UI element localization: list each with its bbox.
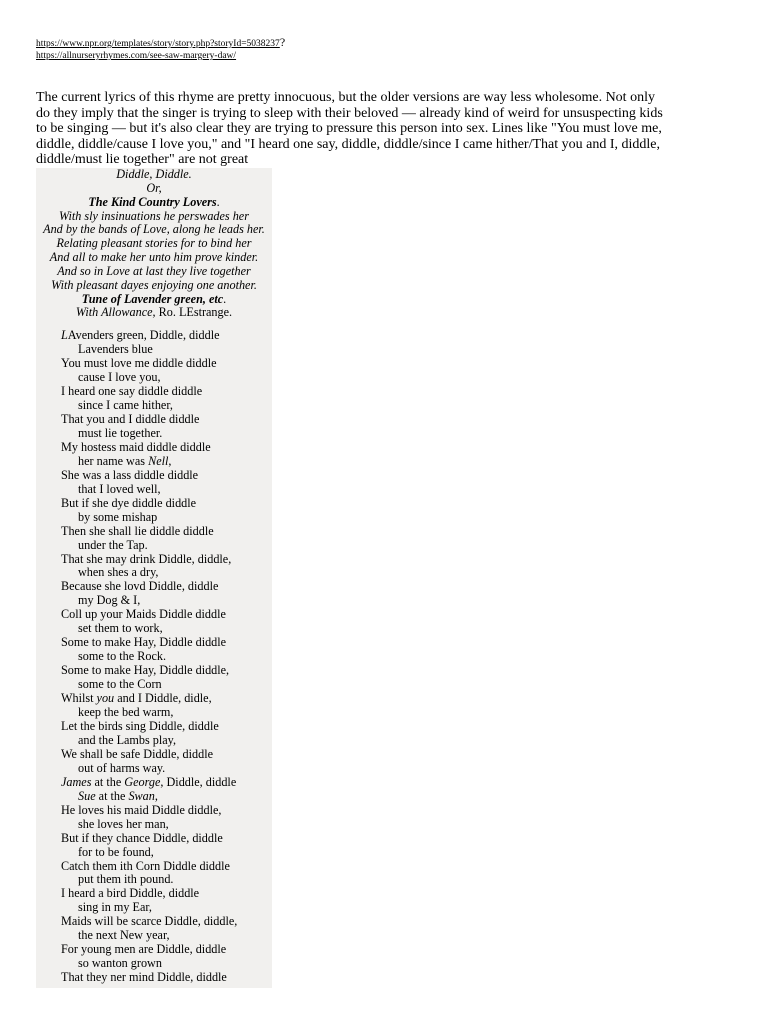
verse-segment: , Diddle, diddle xyxy=(160,774,237,789)
verse-segment: Lavenders blue xyxy=(78,342,153,357)
verse-italic-segment: James xyxy=(61,774,92,789)
verse-line xyxy=(36,469,272,483)
source-link-npr-line xyxy=(36,36,285,50)
verse-segment: That she may drink Diddle, diddle, xyxy=(61,551,232,566)
ballad-argument-line: And all to make her unto him prove kinder. xyxy=(49,250,259,265)
verse-line xyxy=(36,720,272,734)
verse-line xyxy=(36,553,272,567)
verse-segment: by some mishap xyxy=(78,509,158,524)
ballad-tune-line xyxy=(36,293,272,307)
verse-line xyxy=(36,413,272,427)
ballad-allowance-label: With Allowance, xyxy=(75,305,156,320)
ballad-tune-period: . xyxy=(223,291,227,306)
verse-segment: sing in my Ear, xyxy=(78,900,152,915)
link-question-mark: ? xyxy=(279,35,286,49)
ballad-argument-line: With pleasant dayes enjoying one another. xyxy=(51,277,257,292)
verse-segment: Then she shall lie diddle diddle xyxy=(61,523,214,538)
verse-segment: Because she lovd Diddle, diddle xyxy=(61,579,219,594)
ballad-argument-line: And by the bands of Love, along he leads her. xyxy=(43,222,265,237)
verse-italic-segment: Swan xyxy=(128,788,155,803)
verse-segment: That they ner mind Diddle, diddle xyxy=(61,970,227,985)
verse-line xyxy=(36,692,272,706)
verse-italic-segment: L xyxy=(61,328,68,343)
verse-segment: some to the Rock. xyxy=(78,649,167,664)
verse-line xyxy=(36,804,272,818)
verse-line xyxy=(36,385,272,399)
verse-line xyxy=(36,650,272,664)
ballad-subtitle-line xyxy=(36,196,272,210)
verse-line xyxy=(36,441,272,455)
verse-line xyxy=(36,818,272,832)
verse-segment: Whilst xyxy=(61,691,97,706)
source-links xyxy=(36,36,285,62)
verse-line xyxy=(36,343,272,357)
ballad-argument xyxy=(36,210,272,293)
verse-line xyxy=(36,329,272,343)
verse-line xyxy=(36,497,272,511)
verse-segment: Maids will be scarce Diddle, diddle, xyxy=(61,914,238,929)
verse-segment: I heard one say diddle diddle xyxy=(61,384,203,399)
verse-line xyxy=(36,622,272,636)
verse-line xyxy=(36,608,272,622)
verse-segment: Some to make Hay, Diddle diddle xyxy=(61,635,227,650)
ballad-title: Diddle, Diddle. xyxy=(116,168,192,181)
verse-segment: so wanton grown xyxy=(78,956,162,971)
verse-line xyxy=(36,525,272,539)
ballad-subtitle-period: . xyxy=(216,194,220,209)
ballad-argument-line: And so in Love at last they live together xyxy=(57,263,251,278)
verse-segment: when shes a dry, xyxy=(78,565,159,580)
verse-line xyxy=(36,971,272,985)
verse-line xyxy=(36,580,272,594)
verse-line xyxy=(36,860,272,874)
verse-line xyxy=(36,539,272,553)
verse-segment: My hostess maid diddle diddle xyxy=(61,439,211,454)
verse-italic-segment: Sue xyxy=(78,788,96,803)
verse-line xyxy=(36,901,272,915)
verse-segment: Coll up your Maids Diddle diddle xyxy=(61,607,226,622)
verse-segment: and I Diddle, didle, xyxy=(114,691,212,706)
verse-line xyxy=(36,511,272,525)
verse-line xyxy=(36,748,272,762)
verse-line xyxy=(36,915,272,929)
verse-segment: the next New year, xyxy=(78,928,170,943)
verse-line xyxy=(36,929,272,943)
verse-segment: She was a lass diddle diddle xyxy=(61,467,199,482)
verse-line xyxy=(36,399,272,413)
verse-line xyxy=(36,706,272,720)
source-link-npr[interactable]: https://www.npr.org/templates/story/story.php?storyId=5038237 xyxy=(36,39,280,49)
verse-segment: put them ith pound. xyxy=(78,872,174,887)
verse-segment: must lie together. xyxy=(78,425,163,440)
verse-segment: He loves his maid Diddle diddle, xyxy=(61,802,222,817)
ballad-subtitle: The Kind Country Lovers xyxy=(88,194,217,209)
verse-italic-segment: you xyxy=(96,691,115,706)
verse-line xyxy=(36,664,272,678)
verse-line xyxy=(36,427,272,441)
verse-segment: , xyxy=(154,788,158,803)
verse-segment: You must love me diddle diddle xyxy=(61,356,217,371)
verse-line xyxy=(36,455,272,469)
verse-segment: But if she dye diddle diddle xyxy=(61,495,197,510)
verse-segment: for to be found, xyxy=(78,844,154,859)
ballad-argument-line: With sly insinuations he perswades her xyxy=(59,208,249,223)
verse-line xyxy=(36,887,272,901)
verse-line xyxy=(36,636,272,650)
verse-segment: and the Lambs play, xyxy=(78,732,177,747)
verse-italic-segment: Nell xyxy=(148,453,169,468)
verse-segment: For young men are Diddle, diddle xyxy=(61,942,227,957)
verse-line xyxy=(36,594,272,608)
verse-segment: cause I love you, xyxy=(78,370,161,385)
intro-paragraph: The current lyrics of this rhyme are pretty innocuous, but the older versions are way less wholesome. Not only do they imply that the singer is trying to sleep with their beloved — already kind of weird for unsuspecting kids to be singing — but it's also clear they are trying to pressure this person into sex. Lines like "You must love me, diddle, diddle/cause I love you," and "I heard one say, diddle, diddle/since I came hither/That you and I, diddle, diddle/must lie together" are not great xyxy=(36,90,663,168)
verse-segment: some to the Corn xyxy=(78,677,162,692)
verse-segment: that I loved well, xyxy=(78,481,161,496)
verse-italic-segment: George xyxy=(124,774,161,789)
verse-segment: , xyxy=(168,453,172,468)
source-link-nursery[interactable]: https://allnurseryrhymes.com/see-saw-margery-daw/ xyxy=(36,51,237,61)
source-link-nursery-line xyxy=(36,50,285,62)
verse-line xyxy=(36,734,272,748)
verse-line xyxy=(36,371,272,385)
verse-segment: her name was xyxy=(78,453,149,468)
verse-line xyxy=(36,873,272,887)
verse-line xyxy=(36,943,272,957)
ballad-argument-line: Relating pleasant stories for to bind her xyxy=(56,236,252,251)
verse-segment: But if they chance Diddle, diddle xyxy=(61,830,223,845)
verse-line xyxy=(36,957,272,971)
verse-segment: Let the birds sing Diddle, diddle xyxy=(61,718,219,733)
verse-line xyxy=(36,832,272,846)
ballad-panel xyxy=(36,168,272,988)
verse-segment: under the Tap. xyxy=(78,537,148,552)
verse-segment: since I came hither, xyxy=(78,398,173,413)
verse-segment: she loves her man, xyxy=(78,816,169,831)
verse-line xyxy=(36,357,272,371)
verse-segment: We shall be safe Diddle, diddle xyxy=(61,746,213,761)
verse-segment: keep the bed warm, xyxy=(78,705,174,720)
verse-segment: set them to work, xyxy=(78,621,163,636)
ballad-title-or: Or, xyxy=(146,180,162,195)
verse-line xyxy=(36,678,272,692)
verse-line xyxy=(36,846,272,860)
verse-line xyxy=(36,762,272,776)
verse-segment: out of harms way. xyxy=(78,760,166,775)
verse-line xyxy=(36,566,272,580)
verse-segment: at the xyxy=(95,788,129,803)
verse-segment: my Dog & I, xyxy=(78,593,141,608)
ballad-allowance-name: Ro. LEstrange. xyxy=(155,305,233,320)
verse-segment: at the xyxy=(91,774,125,789)
verse-segment: That you and I diddle diddle xyxy=(61,412,200,426)
verse-segment: Catch them ith Corn Diddle diddle xyxy=(61,858,230,873)
ballad-verse xyxy=(36,329,272,985)
verse-line xyxy=(36,483,272,497)
verse-segment: Avenders green, Diddle, diddle xyxy=(67,328,220,343)
verse-line xyxy=(36,790,272,804)
verse-segment: I heard a bird Diddle, diddle xyxy=(61,886,200,901)
verse-segment: Some to make Hay, Diddle diddle, xyxy=(61,663,230,678)
verse-line xyxy=(36,776,272,790)
ballad-tune: Tune of Lavender green, etc xyxy=(81,291,224,306)
ballad-header xyxy=(36,168,272,320)
ballad-allowance-line xyxy=(36,306,272,320)
